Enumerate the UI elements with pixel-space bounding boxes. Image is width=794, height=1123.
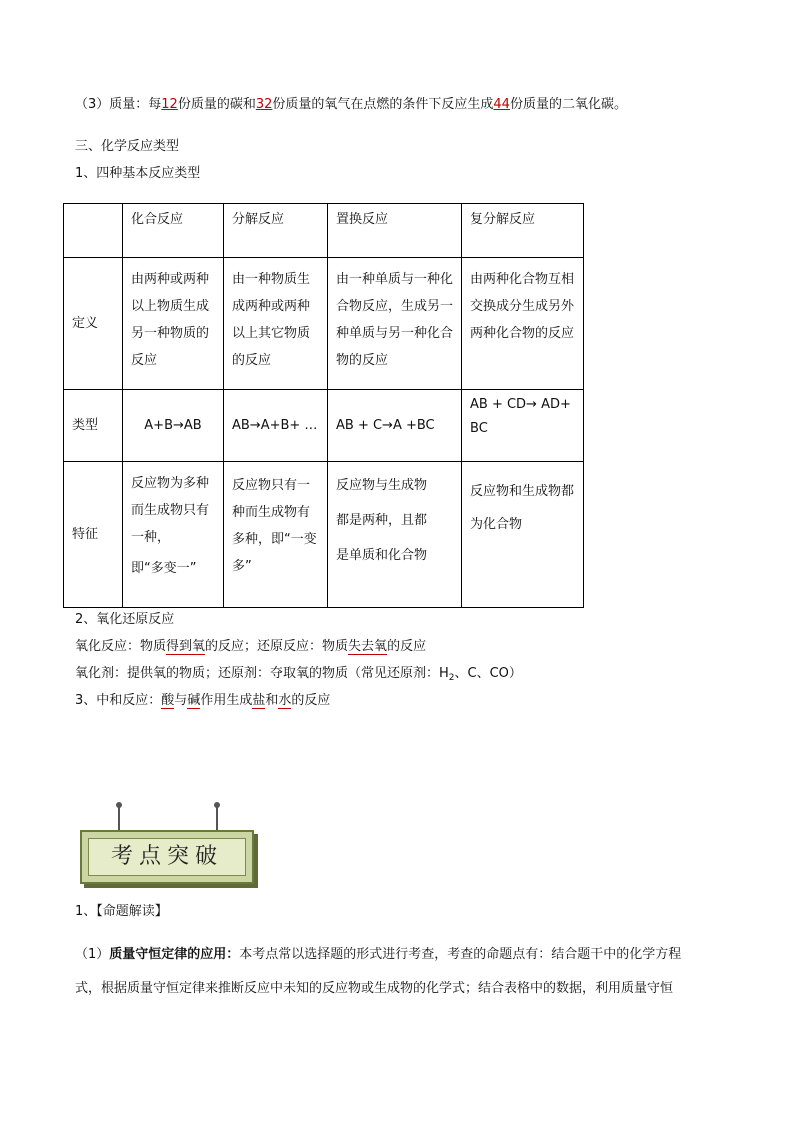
mass-text-2: 份质量的氧气在点燃的条件下反应生成: [272, 97, 494, 112]
header-text-double-displacement: 复分解反应: [470, 212, 536, 227]
row-label-cell-definition: [64, 258, 123, 390]
para-bold-term: 质量守恒定律的应用：: [109, 947, 240, 962]
banner-right-pin: [214, 802, 220, 808]
type-cell-decomposition: [224, 390, 328, 462]
mass-text-3: 份质量的二氧化碳。: [509, 97, 627, 112]
definition-decomposition: 由一种物质生成两种或两种以上其它物质的反应: [232, 272, 311, 368]
feature-decomposition: 反应物只有一种而生成物有多种，即“一变多”: [232, 478, 317, 574]
row-label-cell-feature: [64, 462, 123, 608]
mass-co2-number: 44: [493, 97, 510, 112]
feature-cell-displacement: [328, 462, 462, 608]
definition-combination: 由两种或两种以上物质生成另一种物质的反应: [131, 272, 210, 368]
agent-line: [75, 665, 522, 687]
header-cell-double-displacement: [462, 204, 584, 258]
header-text-displacement: 置换反应: [336, 212, 389, 227]
mass-oxygen-number: 32: [255, 97, 273, 112]
neutral-text-3: 作用生成: [200, 693, 253, 708]
subsection-1-title: 1、四种基本反应类型: [75, 166, 201, 181]
reduction-keyword: 失去氧: [348, 639, 388, 654]
para-line1-rest: 本考点常以选择题的形式进行考查，考查的命题点有：结合题干中的化学方程: [239, 947, 682, 962]
oxidation-text-1: 氧化反应：物质: [75, 639, 167, 654]
definition-double-displacement: 由两种化合物互相交换成分生成另外两种化合物的反应: [470, 272, 575, 341]
interpretation-title: 1、【命题解读】: [75, 904, 168, 919]
table-row-definition: [64, 258, 584, 390]
section-banner: [80, 804, 258, 886]
type-cell-combination: [123, 390, 224, 462]
header-text-decomposition: 分解反应: [232, 212, 285, 227]
table-row-type: [64, 390, 584, 462]
type-combination: A+B→AB: [144, 418, 202, 433]
row-label-cell-type: [64, 390, 123, 462]
feature-combination: 反应物为多种而生成物只有一种，: [131, 476, 210, 545]
reaction-types-table: [63, 203, 584, 608]
feature-double-displacement-extra: 为化合物: [470, 517, 523, 532]
banner-board: [80, 830, 254, 884]
header-text-combination: 化合反应: [131, 212, 184, 227]
h2-subscript: 2: [448, 673, 455, 683]
banner-left-pin: [116, 802, 122, 808]
definition-cell-displacement: [328, 258, 462, 390]
header-cell-combination: [123, 204, 224, 258]
type-cell-double-displacement: [462, 390, 584, 462]
definition-cell-double-displacement: [462, 258, 584, 390]
agent-tail: 、C、CO）: [454, 666, 522, 681]
row-label-definition: 定义: [72, 316, 99, 331]
table-header-row: [64, 204, 584, 258]
paragraph-line-2: 式，根据质量守恒定律来推断反应中未知的反应物或生成物的化学式；结合表格中的数据，利用质量守恒: [75, 981, 674, 996]
mass-prefix: （3）质量：每: [75, 97, 162, 112]
mass-carbon-number: 12: [161, 97, 178, 112]
oxidation-keyword: 得到氧: [166, 639, 206, 654]
mass-line: [75, 96, 627, 114]
feature-cell-decomposition: [224, 462, 328, 608]
oxidation-text-2: 的反应；还原反应：物质: [205, 639, 349, 654]
feature-double-displacement: 反应物和生成物都: [470, 484, 575, 499]
type-cell-displacement: [328, 390, 462, 462]
neutralization-line: [75, 692, 330, 710]
neutral-text-1: 3、中和反应：: [75, 693, 162, 708]
header-cell-decomposition: [224, 204, 328, 258]
feature-displacement-extra2: 是单质和化合物: [336, 548, 428, 563]
table-row-feature: [64, 462, 584, 608]
oxidation-text-3: 的反应: [387, 639, 427, 654]
header-cell-0: [64, 204, 122, 220]
water-keyword: 水: [278, 693, 292, 708]
acid-keyword: 酸: [161, 693, 175, 708]
neutral-text-4: 和: [265, 693, 279, 708]
base-keyword: 碱: [187, 693, 201, 708]
header-cell-displacement: [328, 204, 462, 258]
section-3-title: 三、化学反应类型: [75, 139, 180, 154]
definition-cell-decomposition: [224, 258, 328, 390]
neutral-text-2: 与: [174, 693, 188, 708]
paragraph-line-1: [75, 946, 681, 964]
feature-cell-combination: [123, 462, 224, 608]
row-label-feature: 特征: [72, 527, 99, 542]
header-empty-cell: [64, 204, 123, 258]
feature-combination-extra: 即“多变一”: [131, 561, 197, 576]
feature-displacement: 反应物与生成物: [336, 478, 428, 493]
oxidation-reduction-line: [75, 638, 426, 656]
feature-cell-double-displacement: [462, 462, 584, 608]
para-prefix: （1）: [75, 947, 110, 962]
definition-displacement: 由一种单质与一种化合物反应，生成另一种单质与另一种化合物的反应: [336, 272, 454, 368]
agent-text: 氧化剂：提供氧的物质；还原剂：夺取氧的物质（常见还原剂：H: [75, 666, 449, 681]
salt-keyword: 盐: [252, 693, 266, 708]
mass-text-1: 份质量的碳和: [177, 97, 256, 112]
definition-cell-combination: [123, 258, 224, 390]
type-displacement: AB + C→A +BC: [336, 418, 435, 433]
feature-displacement-extra: 都是两种，且都: [336, 513, 428, 528]
row-label-type: 类型: [72, 418, 99, 433]
neutral-text-5: 的反应: [291, 693, 331, 708]
type-decomposition: AB→A+B+ …: [232, 418, 318, 433]
banner-title: 考点突破: [88, 838, 246, 876]
subsection-2-title: 2、氧化还原反应: [75, 612, 175, 627]
type-double-displacement: AB + CD→ AD+ BC: [470, 397, 571, 436]
